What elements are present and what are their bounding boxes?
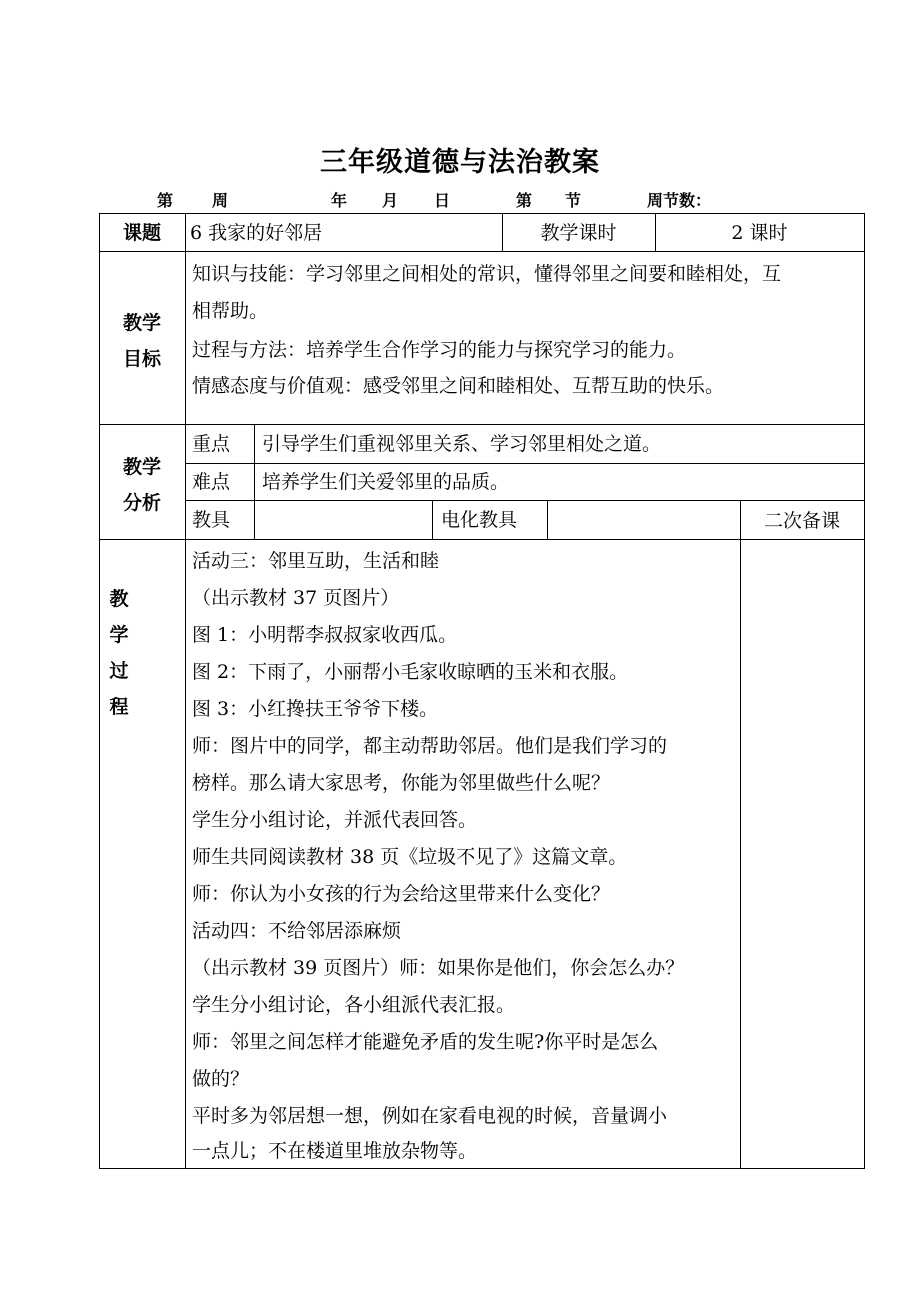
objectives-label-2: 目标 <box>122 348 161 370</box>
process-line: 平时多为邻居想一想，例如在家看电视的时候，音量调小 <box>192 1105 668 1127</box>
key-point-value: 引导学生们重视邻里关系、学习邻里相处之道。 <box>262 433 662 455</box>
process-line: 图 2：下雨了，小丽帮小毛家收晾晒的玉米和衣服。 <box>192 661 629 683</box>
process-label-char: 过 <box>109 660 129 682</box>
objective-line: 过程与方法：培养学生合作学习的能力与探究学习的能力。 <box>192 339 687 361</box>
process-line: 榜样。那么请大家思考，你能为邻里做些什么呢？ <box>192 772 611 794</box>
period-prefix: 第 <box>516 191 533 210</box>
topic-value: 6 我家的好邻居 <box>190 222 323 244</box>
second-prep-column-divider <box>740 500 741 1169</box>
process-line: 师生共同阅读教材 38 页《垃圾不见了》这篇文章。 <box>192 846 628 868</box>
process-line: 学生分小组讨论，各小组派代表汇报。 <box>192 994 516 1016</box>
process-line: 一点儿；不在楼道里堆放杂物等。 <box>192 1140 478 1162</box>
process-line: 做的？ <box>192 1068 250 1090</box>
process-line: 师：你认为小女孩的行为会给这里带来什么变化？ <box>192 883 611 905</box>
objective-line: 情感态度与价值观：感受邻里之间和睦相处、互帮互助的快乐。 <box>192 375 725 397</box>
key-point-label: 重点 <box>192 433 231 455</box>
tools-label: 教具 <box>192 509 231 531</box>
week-suffix: 周 <box>212 191 229 210</box>
process-line: 图 3：小红搀扶王爷爷下楼。 <box>192 698 439 720</box>
process-label-char: 学 <box>109 624 129 646</box>
table-border-right <box>864 213 865 1169</box>
weekly-periods-label: 周节数： <box>647 191 712 210</box>
hours-value: 2 课时 <box>731 222 788 244</box>
process-line: 活动三：邻里互助，生活和睦 <box>192 550 440 572</box>
difficulty-value: 培养学生们关爱邻里的品质。 <box>262 471 510 493</box>
analysis-label-1: 教学 <box>122 456 161 478</box>
process-line: 活动四：不给邻居添麻烦 <box>192 920 402 942</box>
day-label: 日 <box>434 191 451 210</box>
label-column-divider <box>185 213 186 1169</box>
objectives-label-1: 教学 <box>122 312 161 334</box>
page-title: 三年级道德与法治教案 <box>320 147 600 178</box>
process-line: 师：图片中的同学，都主动帮助邻居。他们是我们学习的 <box>192 735 668 757</box>
objective-line: 知识与技能：学习邻里之间相处的常识，懂得邻里之间要和睦相处，互 <box>192 263 782 285</box>
process-line: （出示教材 37 页图片） <box>192 587 400 609</box>
column-divider <box>547 500 548 540</box>
electric-tools-label: 电化教具 <box>441 509 518 531</box>
process-line: （出示教材 39 页图片）师：如果你是他们，你会怎么办？ <box>192 957 685 979</box>
process-line: 图 1：小明帮李叔叔家收西瓜。 <box>192 624 458 646</box>
year-label: 年 <box>331 191 348 210</box>
difficulty-label: 难点 <box>192 471 231 493</box>
month-label: 月 <box>382 191 399 210</box>
second-prep-label: 二次备课 <box>763 510 840 532</box>
column-divider <box>254 424 255 540</box>
process-line: 师：邻里之间怎样才能避免矛盾的发生呢?你平时是怎么 <box>192 1031 659 1053</box>
analysis-label-2: 分析 <box>122 492 161 514</box>
process-line: 学生分小组讨论，并派代表回答。 <box>192 809 478 831</box>
hours-label: 教学课时 <box>540 222 617 244</box>
objective-line: 相帮助。 <box>192 300 269 322</box>
process-label-char: 教 <box>109 588 129 610</box>
topic-label: 课题 <box>122 222 161 244</box>
column-divider <box>432 500 433 540</box>
process-label-char: 程 <box>109 696 129 718</box>
week-prefix: 第 <box>157 191 174 210</box>
period-suffix: 节 <box>565 191 582 210</box>
